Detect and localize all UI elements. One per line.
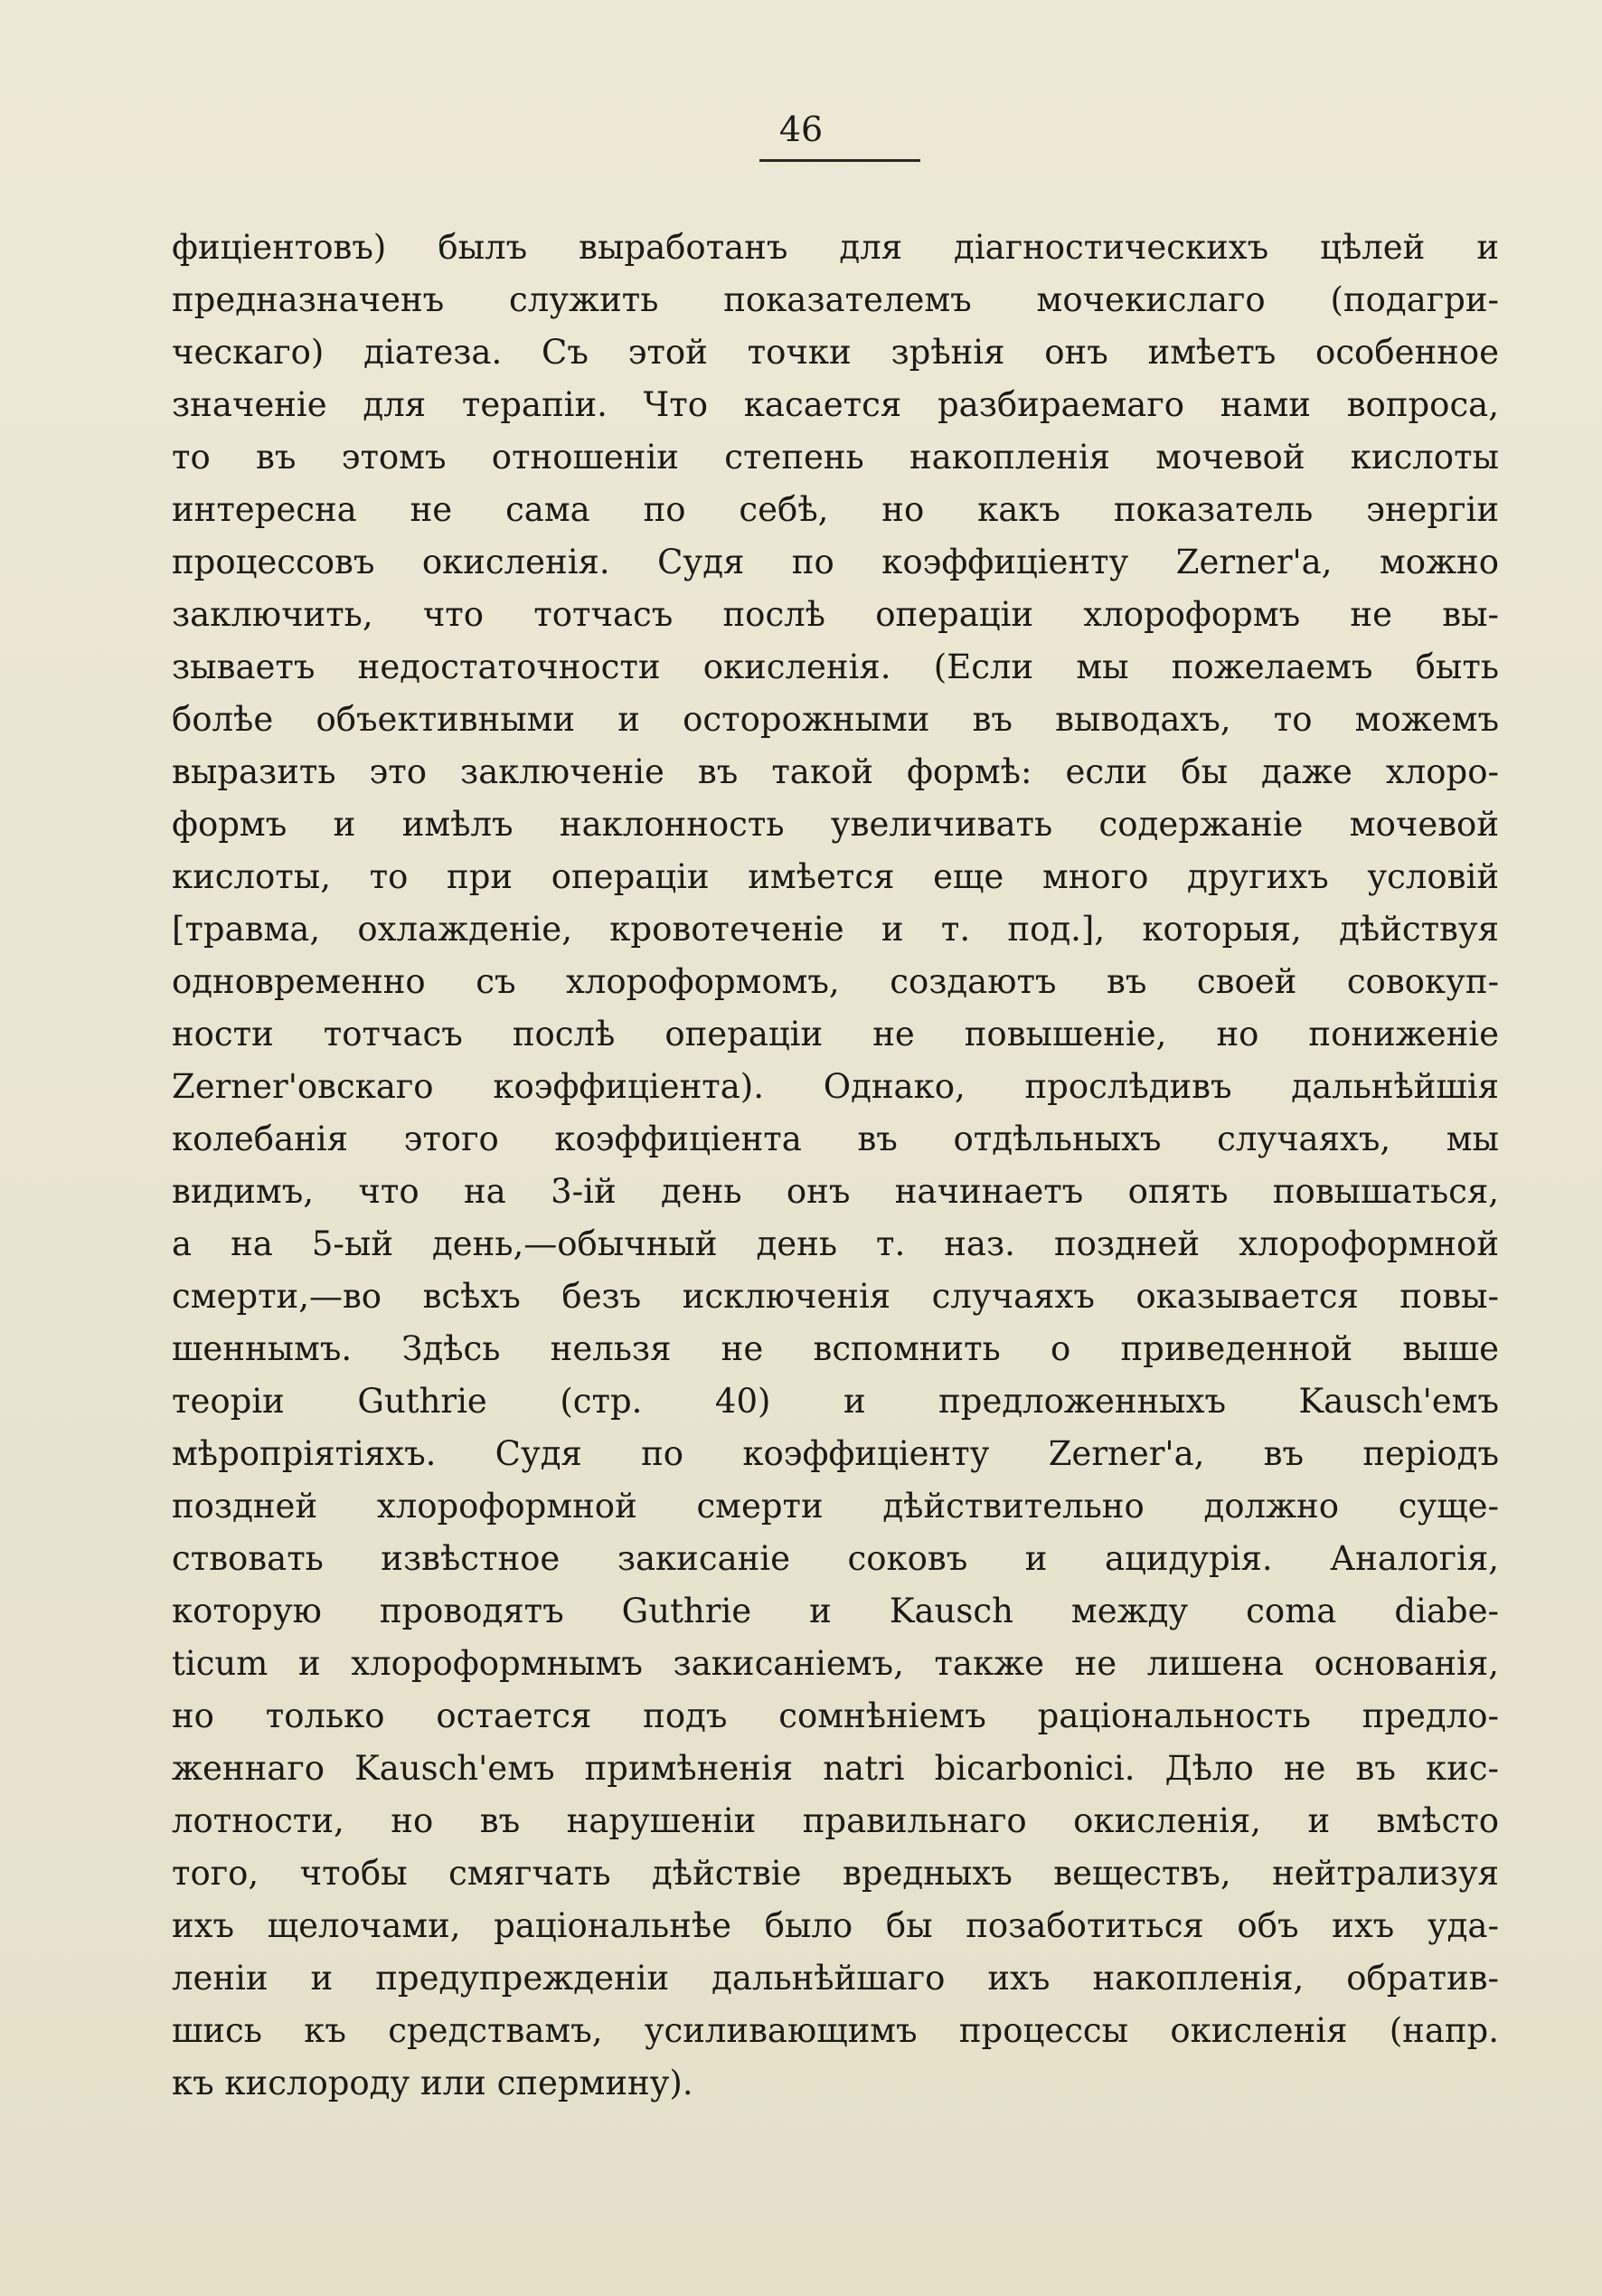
header-rule — [759, 159, 920, 162]
page-number: 46 — [778, 109, 824, 149]
text-line: болѣе объективными и осторожными въ выводахъ, то можемъ — [172, 700, 1499, 739]
text-line: заключить, что тотчасъ послѣ операціи хлороформъ не вы- — [172, 595, 1499, 634]
text-line: ствовать извѣстное закисаніе соковъ и ацидурія. Аналогія, — [172, 1539, 1499, 1578]
text-line: кислоты, то при операціи имѣется еще много другихъ условій — [172, 857, 1499, 896]
text-line: шись къ средствамъ, усиливающимъ процессы окисленія (напр. — [172, 2011, 1499, 2050]
text-line: интересна не сама по себѣ, но какъ показатель энергіи — [172, 490, 1499, 529]
text-line: процессовъ окисленія. Судя по коэффиціенту Zerner'a, можно — [172, 543, 1499, 581]
text-line: предназначенъ служить показателемъ мочекислаго (подагри- — [172, 280, 1499, 319]
text-line: къ кислороду или спермину). — [172, 2064, 693, 2102]
text-line: ticum и хлороформнымъ закисаніемъ, также не лишена основанія, — [172, 1644, 1499, 1683]
text-line: значеніе для терапіи. Что касается разбираемаго нами вопроса, — [172, 385, 1499, 424]
text-line: формъ и имѣлъ наклонность увеличивать содержаніе мочевой — [172, 805, 1499, 844]
text-line: теоріи Guthrie (стр. 40) и предложенныхъ Kausch'емъ — [172, 1382, 1499, 1421]
text-line: то въ этомъ отношеніи степень накопленія мочевой кислоты — [172, 438, 1499, 477]
text-line: мѣропріятіяхъ. Судя по коэффиціенту Zerner'a, въ періодъ — [172, 1434, 1499, 1473]
text-line: фиціентовъ) былъ выработанъ для діагностическихъ цѣлей и — [172, 228, 1499, 267]
text-line: выразить это заключеніе въ такой формѣ: если бы даже хлоро- — [172, 752, 1499, 791]
text-line: ческаго) діатеза. Съ этой точки зрѣнія онъ имѣетъ особенное — [172, 333, 1499, 372]
text-line: женнаго Kausch'емъ примѣненія natri bicarbonici. Дѣло не въ кис- — [172, 1749, 1499, 1788]
text-line: ности тотчасъ послѣ операціи не повышеніе, но пониженіе — [172, 1015, 1499, 1054]
text-line: одновременно съ хлороформомъ, создаютъ въ своей совокуп- — [172, 962, 1499, 1001]
text-line: но только остается подъ сомнѣніемъ раціональность предло- — [172, 1696, 1499, 1735]
text-line: [травма, охлажденіе, кровотеченіе и т. под.], которыя, дѣйствуя — [172, 910, 1499, 949]
text-line: леніи и предупрежденіи дальнѣйшаго ихъ накопленія, обратив- — [172, 1959, 1499, 1998]
text-line: поздней хлороформной смерти дѣйствительно должно суще- — [172, 1487, 1499, 1526]
text-line: а на 5-ый день,—обычный день т. наз. поздней хлороформной — [172, 1224, 1499, 1263]
text-line: ихъ щелочами, раціональнѣе было бы позаботиться объ ихъ уда- — [172, 1906, 1499, 1945]
text-line: которую проводятъ Guthrie и Kausch между coma diabe- — [172, 1592, 1499, 1630]
text-line: зываетъ недостаточности окисленія. (Если мы пожелаемъ быть — [172, 647, 1499, 686]
text-line: видимъ, что на 3-ій день онъ начинаетъ опять повышаться, — [172, 1172, 1499, 1211]
body-text — [172, 222, 1499, 2110]
text-line: колебанія этого коэффиціента въ отдѣльныхъ случаяхъ, мы — [172, 1120, 1499, 1158]
text-line: Zerner'овскаго коэффиціента). Однако, прослѣдивъ дальнѣйшія — [172, 1067, 1499, 1106]
text-line: смерти,—во всѣхъ безъ исключенія случаяхъ оказывается повы- — [172, 1277, 1499, 1316]
text-line: лотности, но въ нарушеніи правильнаго окисленія, и вмѣсто — [172, 1801, 1499, 1840]
text-line: того, чтобы смягчать дѣйствіе вредныхъ веществъ, нейтрализуя — [172, 1854, 1499, 1893]
text-line: шеннымъ. Здѣсь нельзя не вспомнить о приведенной выше — [172, 1329, 1499, 1368]
